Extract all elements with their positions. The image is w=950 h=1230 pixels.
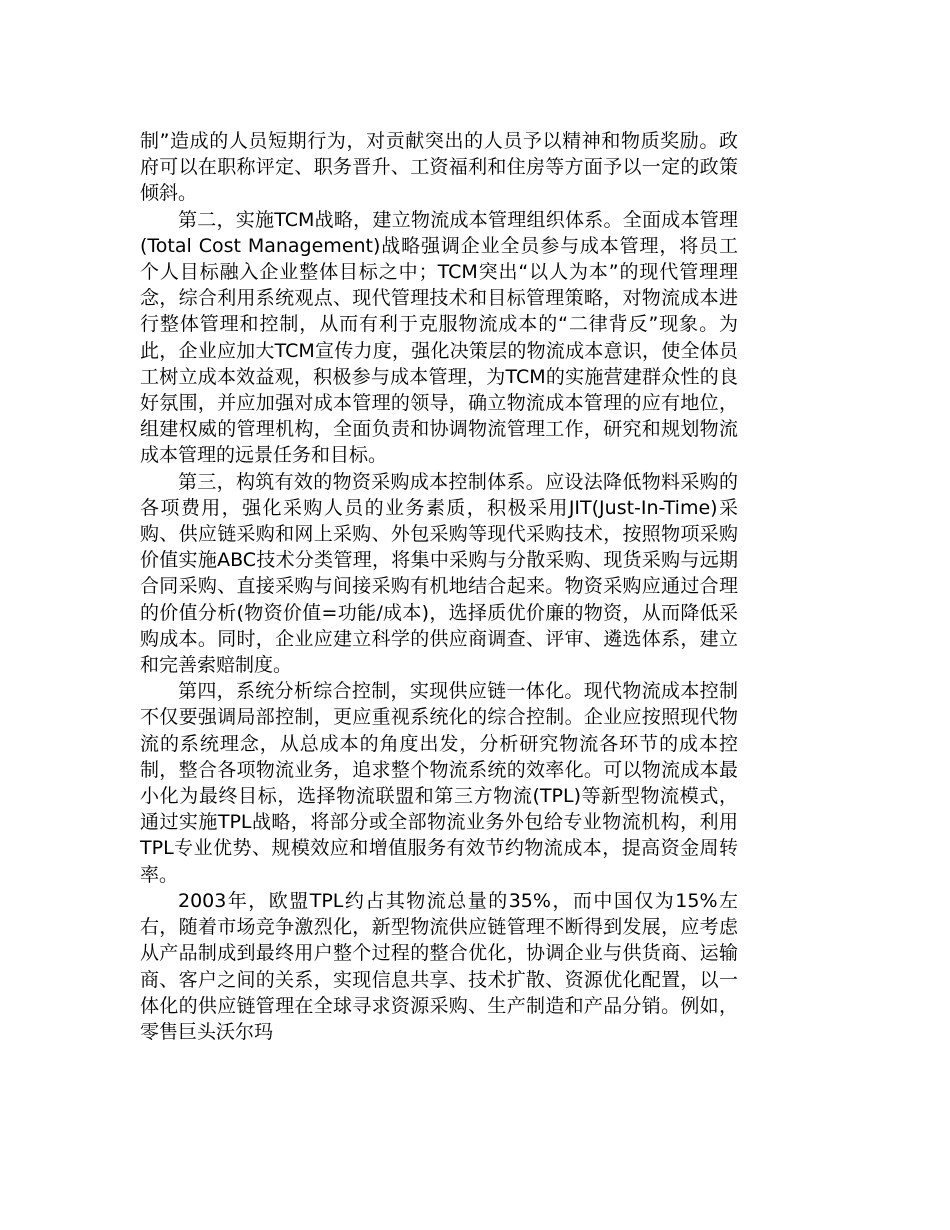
paragraph-tcm-strategy: 第二，实施TCM战略，建立物流成本管理组织体系。全面成本管理(Total Cost Management)战略强调企业全员参与成本管理，将员工个人目标融入企业整体目标之中；TCM突出“以人为本”的现代管理理念，综合利用系统观点、现代管理技术和目标管理策略，对物流成本进行整体管理和控制，从而有利于克服物流成本的“二律背反”现象。为此，企业应加大TCM宣传力度，强化决策层的物流成本意识，使全体员工树立成本效益观，积极参与成本管理，为TCM的实施营建群众性的良好氛围，并应加强对成本管理的领导，确立物流成本管理的应有地位，组建权威的管理机构，全面负责和协调物流管理工作，研究和规划物流成本管理的远景任务和目标。: [140, 208, 738, 467]
paragraph-policy-incentives: 制”造成的人员短期行为，对贡献突出的人员予以精神和物质奖励。政府可以在职称评定、职务晋升、工资福利和住房等方面予以一定的政策倾斜。: [140, 130, 738, 205]
paragraph-supply-chain-integration: 第四，系统分析综合控制，实现供应链一体化。现代物流成本控制不仅要强调局部控制，更应重视系统化的综合控制。企业应按照现代物流的系统理念，从总成本的角度出发，分析研究物流各环节的成本控制，整合各项物流业务，追求整个物流系统的效率化。可以物流成本最小化为最终目标，选择物流联盟和第三方物流(TPL)等新型物流模式，通过实施TPL战略，将部分或全部物流业务外包给专业物流机构，利用TPL专业优势、规模效应和增值服务有效节约物流成本，提高资金周转率。: [140, 680, 738, 886]
paragraph-tpl-statistics: 2003年，欧盟TPL约占其物流总量的35%，而中国仅为15%左右，随着市场竞争激烈化，新型物流供应链管理不断得到发展，应考虑从产品制成到最终用户整个过程的整合优化，协调企业与供货商、运输商、客户之间的关系，实现信息共享、技术扩散、资源优化配置，以一体化的供应链管理在全球寻求资源采购、生产制造和产品分销。例如，零售巨头沃尔玛: [140, 889, 738, 1043]
document-body: [140, 128, 738, 1045]
paragraph-procurement-control: 第三，构筑有效的物资采购成本控制体系。应设法降低物料采购的各项费用，强化采购人员的业务素质，积极采用JIT(Just-In-Time)采购、供应链采购和网上采购、外包采购等现代采购技术，按照物项采购价值实施ABC技术分类管理，将集中采购与分散采购、现货采购与远期合同采购、直接采购与间接采购有机地结合起来。物资采购应通过合理的价值分析(物资价值=功能/成本)，选择质优价廉的物资，从而降低采购成本。同时，企业应建立科学的供应商调查、评审、遴选体系，建立和完善索赔制度。: [140, 470, 738, 677]
